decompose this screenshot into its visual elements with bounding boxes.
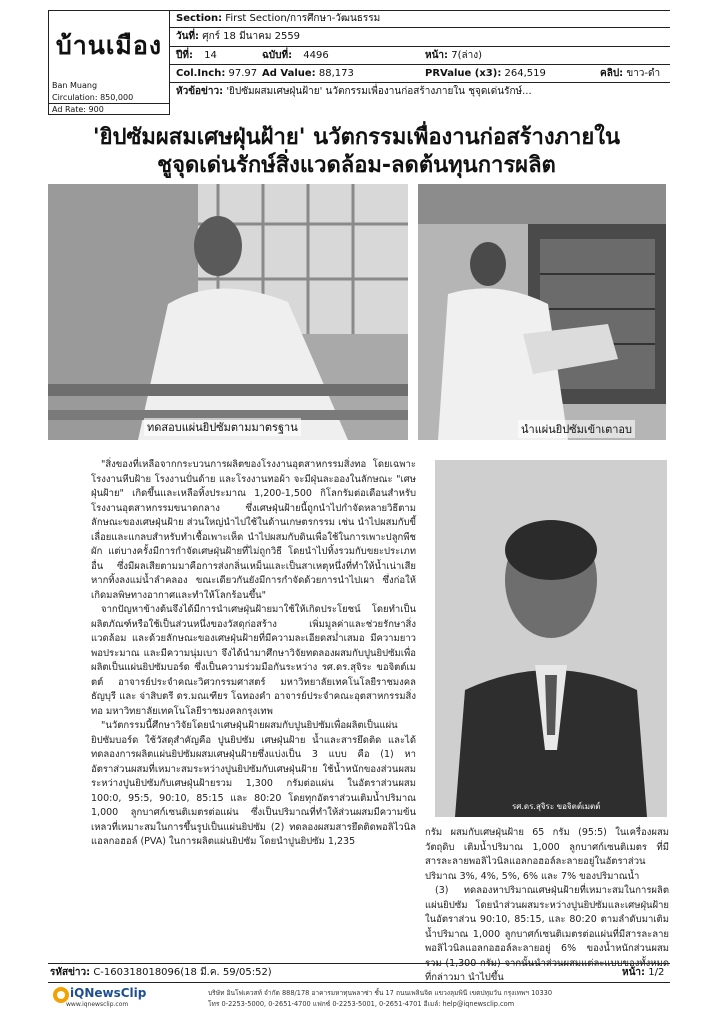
date-field [176, 30, 300, 44]
paragraph: กรัม ผสมกับเศษฝุ่นฝ้าย 65 กรัม (95:5) ในเครื่องผสมวัตถุดิบ เติมน้ำปริมาณ 1,000 ลูกบาศก์เซนติเมตร ที่มีสารละลายพอลิไวนิลแอลกอฮอล์ละลายอยู่ในอัตราส่วนปริมาณ 3%, 4%, 5%, 6% และ 7% ของปริมาณน้ำ [425, 827, 669, 882]
footer-page-value: 1/2 [648, 967, 665, 978]
logo-url: www.iqnewsclip.com [66, 1001, 129, 1008]
paper-name: บ้านเมือง [55, 31, 163, 60]
section-field [176, 12, 380, 26]
company-address: บริษัท อินโฟเควสท์ จำกัด 888/178 อาคารมหาทุนพลาซ่า ชั้น 17 ถนนเพลินจิต แขวงลุมพินี เขตปทุมวัน กรุงเทพฯ 10330 [208, 989, 553, 997]
clip-field [600, 67, 660, 81]
left-column [91, 458, 416, 850]
paragraph: (3) ทดลองหาปริมาณเศษฝุ่นฝ้ายที่เหมาะสมในการผลิตแผ่นยิปซัม โดยนำส่วนผสมระหว่างปูนยิปซัมและเศษฝุ่นฝ้ายในอัตราส่วน 90:10, 85:15, และ 80:20 ตามลำดับมาเติมน้ำปริมาณ 1,000 ลูกบาศก์เซนติเมตรต่อแผ่นที่มีสารละลายพอลิไวนิลแอลกอฮอล์ละลายอยู่ 6% ของน้ำหนักส่วนผสมรวม (1,300 กรัม) จากนั้นนำส่วนผสมแต่ละแบบของทั้งหมดที่กล่าวมา นำไปขึ้น [425, 885, 669, 983]
colinch-field [176, 67, 257, 81]
paper-name-en: Ban Muang [52, 81, 98, 90]
advalue-field [262, 67, 354, 81]
prvalue-field [425, 67, 546, 81]
article-title-line1: 'ยิปซัมผสมเศษฝุ่นฝ้าย' นวัตกรรมเพื่องานก่อสร้างภายใน [92, 125, 621, 150]
photo3-caption: รศ.ดร.สุจิระ ขอจิตต์เมตต์ [512, 802, 601, 811]
prvalue-value: 264,519 [504, 68, 546, 79]
footer-page-label: หน้า: [622, 967, 646, 978]
article-title-line2: ชูจุดเด่นรักษ์สิ่งแวดล้อม-ลดต้นทุนการผลิต [157, 153, 556, 178]
page-field [425, 49, 482, 63]
photo-oven [418, 184, 666, 440]
advalue-label: Ad Value: [262, 68, 316, 79]
year-value: 14 [204, 50, 217, 61]
issue-field [262, 49, 329, 63]
issue-value: 4496 [303, 50, 329, 61]
colinch-value: 97.97 [228, 68, 258, 79]
news-id-value: C-160318018096(18 มี.ค. 59/05:52) [93, 967, 272, 978]
date-value: ศุกร์ 18 มีนาคม 2559 [202, 31, 301, 42]
circulation: Circulation: 850,000 [52, 93, 134, 102]
year-label: ปีที่: [176, 50, 193, 61]
photo-testing-illustration [48, 184, 408, 440]
advalue-value: 88,173 [318, 68, 354, 79]
company-contact: โทร 0-2253-5000, 0-2651-4700 แฟกซ์ 0-2253-5001, 0-2651-4701 อีเมล์: help@iqnewsclip.com [208, 1000, 515, 1008]
photo-oven-illustration [418, 184, 666, 440]
footer-rule [48, 963, 670, 964]
footer-rule [48, 982, 670, 983]
header-top-rule [170, 10, 670, 11]
page-label: หน้า: [425, 50, 449, 61]
iqnewsclip-logo [52, 986, 147, 1010]
photo1-caption: ทดสอบแผ่นยิปซัมตามมาตรฐาน [144, 418, 301, 436]
photo-testing-gypsum-board [48, 184, 408, 440]
divider [170, 27, 670, 28]
footer-page [622, 965, 664, 980]
ad-rate: Ad Rate: 900 [52, 105, 104, 114]
photo2-caption: นำแผ่นยิปซัมเข้าเตาอบ [518, 420, 635, 438]
photo-portrait [435, 460, 667, 817]
date-label: วันที่: [176, 31, 200, 42]
colinch-label: Col.Inch: [176, 68, 226, 79]
headline-label: หัวข้อข่าว: [176, 86, 224, 97]
portrait-illustration [435, 460, 667, 817]
headline-value: 'ยิปซัมผสมเศษฝุ่นฝ้าย' นวัตกรรมเพื่องานก่อสร้างภายใน ชุจุดเด่นรักษ์... [226, 86, 532, 97]
right-column [425, 826, 669, 986]
paragraph: "สิ่งของที่เหลือจากกระบวนการผลิตของโรงงานอุตสาหกรรมสิ่งทอ โดยเฉพาะโรงงานหีบฝ้าย โรงงานปั่นด้าย และโรงงานทอผ้า จะมีฝุ่นละอองในลักษณะ "เศษฝุ่นฝ้าย" เกิดขึ้นและเหลือทิ้งประมาณ 1,200-1,500 กิโลกรัมต่อเดือนสำหรับโรงงานอุตสาหกรรมขนาดกลาง ซึ่งเศษฝุ่นฝ้ายนี้ถูกนำไปกำจัดหลายวิธีตามลักษณะของเศษฝุ่นฝ้าย ส่วนใหญ่นำไปใช้ในด้านเกษตรกรรม เช่น นำไปผสมกับขี้เลื่อยและแกลบสำหรับทำเชื้อเพาะเห็ด นำไปผสมกับดินเพื่อใช้ในการเพาะปลูกพืชผัก แต่บางครั้งมีการกำจัดเศษฝุ่นฝ้ายที่ไม่ถูกวิธี โดยนำไปทิ้งรวมกับขยะประเภทอื่น ซึ่งมีผลเสียตามมาคือการส่งกลิ่นเหม็นและเป็นสาเหตุหนึ่งที่ทำให้น้ำเน่าเสียหากทิ้งลงแม่น้ำลำคลอง ขณะเดียวกันยังมีการกำจัดด้วยการนำไปเผา ซึ่งก่อให้เกิดมลพิษทางอากาศและทำให้โลกร้อนขึ้น" [91, 459, 416, 601]
news-id [50, 965, 272, 980]
logo-text: iQNewsClip [70, 986, 147, 1000]
divider [170, 46, 670, 47]
news-id-label: รหัสข่าว: [50, 967, 91, 978]
issue-label: ฉบับที่: [262, 50, 293, 61]
clip-label: คลิป: [600, 68, 624, 79]
prvalue-label: PRValue (x3): [425, 68, 502, 79]
headline-field [176, 85, 532, 99]
page-value: 7(ล่าง) [451, 50, 483, 61]
divider [170, 82, 670, 83]
divider [170, 64, 670, 65]
paragraph: จากปัญหาข้างต้นจึงได้มีการนำเศษฝุ่นฝ้ายมาใช้ให้เกิดประโยชน์ โดยทำเป็นผลิตภัณฑ์หรือใช้เป็นส่วนหนึ่งของวัสดุก่อสร้าง เพิ่มมูลค่าและช่วยรักษาสิ่งแวดล้อม และด้วยลักษณะของเศษฝุ่นฝ้ายที่มีความละเอียดสม่ำเสมอ มีความยาวพอประมาณ และมีความนุ่มเบา จึงได้นำมาศึกษาวิจัยทดลองผสมกับปูนยิปซัมเพื่อผลิตเป็นแผ่นยิปซัมบอร์ด ซึ่งเป็นความร่วมมือกันระหว่าง รศ.ดร.สุจิระ ขอจิตต์เมตต์ อาจารย์ประจำคณะวิศวกรรมศาสตร์ มหาวิทยาลัยเทคโนโลยีราชมงคลธัญบุรี และ จ่าสิบตรี ดร.มณเฑียร โฉทองคำ อาจารย์ประจำคณะอุตสาหกรรมสิ่งทอ มหาวิทยาลัยเทคโนโลยีราชมงคลกรุงเทพ [91, 604, 416, 717]
section-label: Section: [176, 13, 223, 24]
section-value: First Section/การศึกษา-วัฒนธรรม [225, 13, 381, 24]
clip-value: ขาว-ดำ [626, 68, 661, 79]
paragraph: "นวัตกรรมนี้ศึกษาวิจัยโดยนำเศษฝุ่นฝ้ายผสมกับปูนยิปซัมเพื่อผลิตเป็นแผ่นยิปซัมบอร์ด ใช้วัสดุสำคัญคือ ปูนยิปซัม เศษฝุ่นฝ้าย น้ำและสารยึดติด และได้ทดลองการผลิตแผ่นยิปซัมผสมเศษฝุ่นฝ้ายซึ่งแบ่งเป็น 3 แบบ คือ (1) หาอัตราส่วนผสมที่เหมาะสมระหว่างปูนยิปซัมกับเศษฝุ่นฝ้าย ใช้น้ำหนักของส่วนผสมระหว่างปูนยิปซัมกับเศษฝุ่นฝ้ายรวม 1,300 กรัมต่อแผ่น ในอัตราส่วนผสม 100:0, 95:5, 90:10, 85:15 และ 80:20 โดยทุกอัตราส่วนเติมน้ำปริมาณ 1,000 ลูกบาศก์เซนติเมตรต่อแผ่น ซึ่งเป็นปริมาณที่ทำให้ส่วนผสมมีความข้นเหลวที่เหมาะสมในการขึ้นรูปเป็นแผ่นยิปซัม (2) ทดลองผสมสารยึดติดพอลิไวนิลแอลกอฮอล์ (PVA) ในการผลิตแผ่นยิปซัม โดยนำปูนยิปซัม 1,235 [91, 720, 416, 847]
year-field [176, 49, 217, 63]
